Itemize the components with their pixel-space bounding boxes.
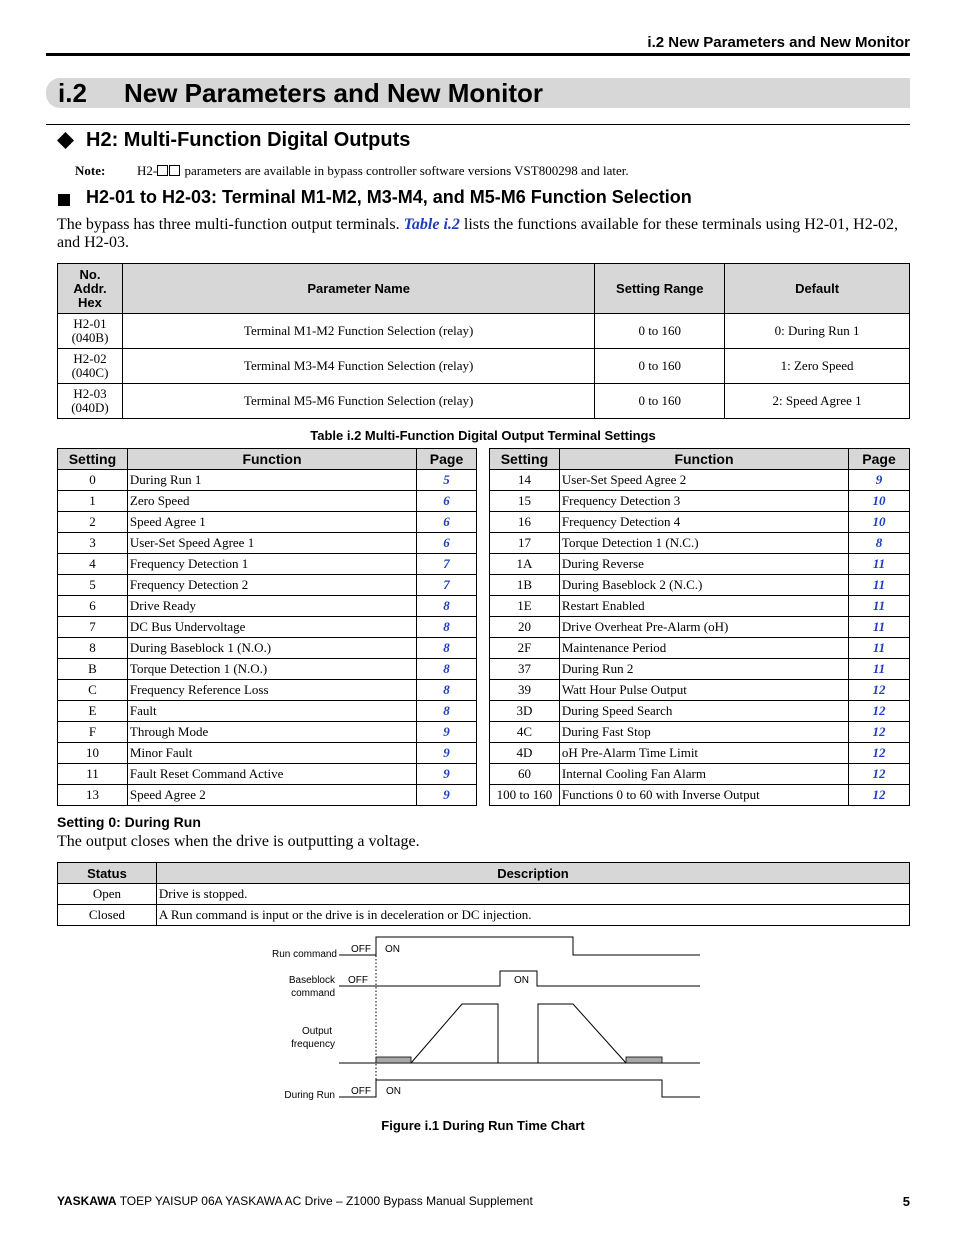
- page-link[interactable]: 7: [417, 554, 477, 575]
- function-name: During Reverse: [559, 554, 848, 575]
- page-link[interactable]: 9: [417, 743, 477, 764]
- function-name: Fault Reset Command Active: [127, 764, 416, 785]
- setting-value: 5: [58, 575, 128, 596]
- setting-value: 100 to 160: [490, 785, 560, 806]
- page-link[interactable]: 11: [849, 575, 910, 596]
- status-description: Drive is stopped.: [156, 884, 909, 905]
- function-name: Restart Enabled: [559, 596, 848, 617]
- parameter-name: Terminal M3-M4 Function Selection (relay): [122, 349, 594, 384]
- setting-value: 11: [58, 764, 128, 785]
- parameter-name: Terminal M1-M2 Function Selection (relay): [122, 314, 594, 349]
- function-name: Frequency Detection 2: [127, 575, 416, 596]
- page-link[interactable]: 12: [849, 785, 910, 806]
- setting-value: 39: [490, 680, 560, 701]
- setting-value: F: [58, 722, 128, 743]
- run-command-off-text: OFF: [351, 944, 371, 955]
- page-link[interactable]: 8: [417, 638, 477, 659]
- setting-heading: Setting 0: During Run: [57, 814, 201, 830]
- function-name: Maintenance Period: [559, 638, 848, 659]
- setting-value: 2F: [490, 638, 560, 659]
- column-header-page: Page: [849, 449, 910, 470]
- page-link[interactable]: 6: [417, 512, 477, 533]
- table-row: [58, 617, 477, 638]
- function-name: Frequency Detection 3: [559, 491, 848, 512]
- setting-value: 4D: [490, 743, 560, 764]
- placeholder-box-icon: [157, 165, 168, 176]
- parameter-number-cell: [58, 349, 123, 384]
- setting-value: 16: [490, 512, 560, 533]
- footer-document-title: TOEP YAISUP 06A YASKAWA AC Drive – Z1000 Bypass Manual Supplement: [116, 1194, 533, 1208]
- status-value: Open: [58, 884, 157, 905]
- function-name: Speed Agree 1: [127, 512, 416, 533]
- page-link[interactable]: 12: [849, 680, 910, 701]
- table-row: [490, 659, 910, 680]
- function-name: Frequency Reference Loss: [127, 680, 416, 701]
- function-name: During Baseblock 1 (N.O.): [127, 638, 416, 659]
- run-command-label: Run command: [271, 949, 337, 960]
- table-row: [490, 491, 910, 512]
- footer-text: [57, 1194, 533, 1208]
- function-name: Through Mode: [127, 722, 416, 743]
- table-row: [58, 596, 477, 617]
- baseblock-label-line1: Baseblock: [288, 975, 335, 986]
- page-link[interactable]: 9: [417, 785, 477, 806]
- output-frequency-label-line1: Output: [301, 1026, 332, 1037]
- parameter-address: (040C): [71, 365, 109, 380]
- setting-value: 4C: [490, 722, 560, 743]
- status-table: [57, 862, 910, 926]
- table-row: [58, 314, 910, 349]
- function-name: Torque Detection 1 (N.C.): [559, 533, 848, 554]
- setting-value: 1A: [490, 554, 560, 575]
- table-row: [58, 785, 477, 806]
- page-link[interactable]: 12: [849, 764, 910, 785]
- function-name: Zero Speed: [127, 491, 416, 512]
- function-name: During Baseblock 2 (N.C.): [559, 575, 848, 596]
- parameter-number-cell: [58, 314, 123, 349]
- during-run-label: During Run: [284, 1090, 335, 1101]
- header-rule: [46, 53, 910, 56]
- setting-value: 20: [490, 617, 560, 638]
- square-bullet-icon: [58, 194, 70, 206]
- function-name: During Fast Stop: [559, 722, 848, 743]
- setting-value: E: [58, 701, 128, 722]
- table-row: [58, 384, 910, 419]
- function-name: Speed Agree 2: [127, 785, 416, 806]
- page-link[interactable]: 10: [849, 512, 910, 533]
- page-link[interactable]: 10: [849, 491, 910, 512]
- setting-value: 0: [58, 470, 128, 491]
- page-link[interactable]: 8: [417, 596, 477, 617]
- table-row: [58, 554, 477, 575]
- setting-value: 4: [58, 554, 128, 575]
- table-row: [490, 470, 910, 491]
- function-name: During Run 2: [559, 659, 848, 680]
- table-row: [58, 884, 910, 905]
- subsubsection-title: H2-01 to H2-03: Terminal M1-M2, M3-M4, and M5-M6 Function Selection: [86, 187, 692, 207]
- setting-range: 0 to 160: [595, 314, 725, 349]
- table-row: [58, 659, 477, 680]
- setting-value: 14: [490, 470, 560, 491]
- setting-value: 17: [490, 533, 560, 554]
- note-body: parameters are available in bypass controller software versions VST800298 and later.: [184, 163, 629, 178]
- table-row: [58, 680, 477, 701]
- page-link[interactable]: 5: [417, 470, 477, 491]
- run-command-on-text: ON: [385, 944, 400, 955]
- table-row: [58, 701, 477, 722]
- intro-paragraph: [57, 216, 917, 252]
- table-header-row: [490, 449, 910, 470]
- setting-value: 3: [58, 533, 128, 554]
- function-name: Watt Hour Pulse Output: [559, 680, 848, 701]
- function-name: Drive Overheat Pre-Alarm (oH): [559, 617, 848, 638]
- column-header-setting: Setting: [490, 449, 560, 470]
- table-row: [490, 680, 910, 701]
- table-row: [490, 575, 910, 596]
- status-value: Closed: [58, 905, 157, 926]
- table-row: [490, 743, 910, 764]
- timing-chart: [0, 930, 954, 1110]
- setting-value: B: [58, 659, 128, 680]
- table-row: [490, 512, 910, 533]
- setting-value: 8: [58, 638, 128, 659]
- column-header-setting-range: Setting Range: [595, 264, 725, 314]
- function-name: Drive Ready: [127, 596, 416, 617]
- subsection-title: H2: Multi-Function Digital Outputs: [86, 129, 411, 151]
- table-row: [490, 764, 910, 785]
- column-header-description: Description: [156, 863, 909, 884]
- page-link[interactable]: 9: [849, 470, 910, 491]
- dc-injection-block: [376, 1057, 411, 1063]
- default-value: 1: Zero Speed: [725, 349, 910, 384]
- dc-injection-block: [626, 1057, 662, 1063]
- column-header-parameter-name: Parameter Name: [122, 264, 594, 314]
- table-reference-link[interactable]: Table i.2: [403, 216, 460, 233]
- page-link[interactable]: 9: [417, 764, 477, 785]
- table-header-row: [58, 449, 477, 470]
- baseblock-label-line2: command: [291, 988, 335, 999]
- table-row: [58, 575, 477, 596]
- note-label: Note:: [75, 163, 106, 178]
- page-link[interactable]: 6: [417, 491, 477, 512]
- page-link[interactable]: 12: [849, 722, 910, 743]
- setting-description: The output closes when the drive is outputting a voltage.: [57, 833, 420, 850]
- parameter-number: H2-03: [73, 386, 107, 401]
- default-value: 0: During Run 1: [725, 314, 910, 349]
- setting-range: 0 to 160: [595, 349, 725, 384]
- page-link[interactable]: 12: [849, 743, 910, 764]
- page-link[interactable]: 8: [849, 533, 910, 554]
- function-name: oH Pre-Alarm Time Limit: [559, 743, 848, 764]
- table-row: [58, 470, 477, 491]
- function-name: Functions 0 to 60 with Inverse Output: [559, 785, 848, 806]
- parameter-number: H2-02: [73, 351, 107, 366]
- column-header-setting: Setting: [58, 449, 128, 470]
- table-row: [58, 533, 477, 554]
- table-row: [58, 764, 477, 785]
- during-run-off-text: OFF: [351, 1086, 371, 1097]
- setting-value: 1: [58, 491, 128, 512]
- table-row: [490, 785, 910, 806]
- setting-value: 3D: [490, 701, 560, 722]
- page-link[interactable]: 11: [849, 596, 910, 617]
- note-prefix: H2-: [137, 163, 158, 178]
- page-link[interactable]: 7: [417, 575, 477, 596]
- function-table-left: [57, 448, 477, 806]
- page-link[interactable]: 11: [849, 638, 910, 659]
- table-row: [490, 596, 910, 617]
- intro-text: The bypass has three multi-function output terminals.: [57, 216, 404, 233]
- function-name: User-Set Speed Agree 2: [559, 470, 848, 491]
- table-row: [58, 638, 477, 659]
- parameter-number-cell: [58, 384, 123, 419]
- placeholder-box-icon: [169, 165, 180, 176]
- section-title: New Parameters and New Monitor: [124, 78, 543, 108]
- page-link[interactable]: 11: [849, 554, 910, 575]
- table-row: [58, 905, 910, 926]
- output-frequency-label-line2: frequency: [291, 1039, 335, 1050]
- function-name: Internal Cooling Fan Alarm: [559, 764, 848, 785]
- setting-value: 10: [58, 743, 128, 764]
- section-number: i.2: [58, 78, 87, 108]
- setting-value: 1E: [490, 596, 560, 617]
- setting-range: 0 to 160: [595, 384, 725, 419]
- parameter-number: H2-01: [73, 316, 107, 331]
- parameter-name: Terminal M5-M6 Function Selection (relay): [122, 384, 594, 419]
- page-link[interactable]: 11: [849, 659, 910, 680]
- table-row: [490, 554, 910, 575]
- function-name: During Speed Search: [559, 701, 848, 722]
- setting-value: 15: [490, 491, 560, 512]
- parameter-address: (040B): [71, 330, 109, 345]
- parameter-address: (040D): [71, 400, 109, 415]
- table-row: [490, 701, 910, 722]
- setting-value: 60: [490, 764, 560, 785]
- note-text: [137, 163, 629, 179]
- table-row: [490, 533, 910, 554]
- function-name: Minor Fault: [127, 743, 416, 764]
- function-name: During Run 1: [127, 470, 416, 491]
- table-row: [58, 722, 477, 743]
- column-header-no: No. Addr. Hex: [58, 264, 123, 314]
- page-link[interactable]: 11: [849, 617, 910, 638]
- table-row: [490, 722, 910, 743]
- table-row: [58, 491, 477, 512]
- default-value: 2: Speed Agree 1: [725, 384, 910, 419]
- diamond-bullet-icon: [57, 132, 74, 149]
- footer-brand: YASKAWA: [57, 1194, 117, 1208]
- page-link[interactable]: 8: [417, 701, 477, 722]
- page-link[interactable]: 8: [417, 659, 477, 680]
- setting-value: C: [58, 680, 128, 701]
- setting-value: 13: [58, 785, 128, 806]
- page-link[interactable]: 6: [417, 533, 477, 554]
- status-description: A Run command is input or the drive is in deceleration or DC injection.: [156, 905, 909, 926]
- setting-value: 7: [58, 617, 128, 638]
- page-link[interactable]: 12: [849, 701, 910, 722]
- function-name: Fault: [127, 701, 416, 722]
- column-header-default: Default: [725, 264, 910, 314]
- table-row: [490, 638, 910, 659]
- page-link[interactable]: 8: [417, 617, 477, 638]
- section-rule: [46, 124, 910, 125]
- figure-caption: Figure i.1 During Run Time Chart: [381, 1118, 585, 1133]
- function-name: Frequency Detection 4: [559, 512, 848, 533]
- table-caption: Table i.2 Multi-Function Digital Output Terminal Settings: [310, 428, 656, 443]
- function-name: DC Bus Undervoltage: [127, 617, 416, 638]
- page-number: 5: [902, 1194, 910, 1209]
- output-frequency-profile: [411, 1004, 626, 1063]
- setting-value: 1B: [490, 575, 560, 596]
- baseblock-off-text: OFF: [348, 975, 368, 986]
- function-name: Frequency Detection 1: [127, 554, 416, 575]
- function-table-right: [489, 448, 910, 806]
- column-header-status: Status: [58, 863, 157, 884]
- table-row: [58, 512, 477, 533]
- setting-value: 6: [58, 596, 128, 617]
- table-header-row: [58, 264, 910, 314]
- during-run-on-text: ON: [386, 1086, 401, 1097]
- intro-text: lists the functions available for these terminals using H2-01, H2-02, and H2-03.: [57, 216, 899, 251]
- running-header: i.2 New Parameters and New Monitor: [647, 34, 910, 51]
- table-header-row: [58, 863, 910, 884]
- table-row: [58, 349, 910, 384]
- setting-value: 37: [490, 659, 560, 680]
- table-row: [58, 743, 477, 764]
- baseblock-on-text: ON: [514, 975, 529, 986]
- column-header-function: Function: [127, 449, 416, 470]
- column-header-page: Page: [417, 449, 477, 470]
- setting-value: 2: [58, 512, 128, 533]
- table-row: [490, 617, 910, 638]
- parameter-table: [57, 263, 910, 419]
- column-header-function: Function: [559, 449, 848, 470]
- page-link[interactable]: 8: [417, 680, 477, 701]
- function-name: Torque Detection 1 (N.O.): [127, 659, 416, 680]
- function-name: User-Set Speed Agree 1: [127, 533, 416, 554]
- page-link[interactable]: 9: [417, 722, 477, 743]
